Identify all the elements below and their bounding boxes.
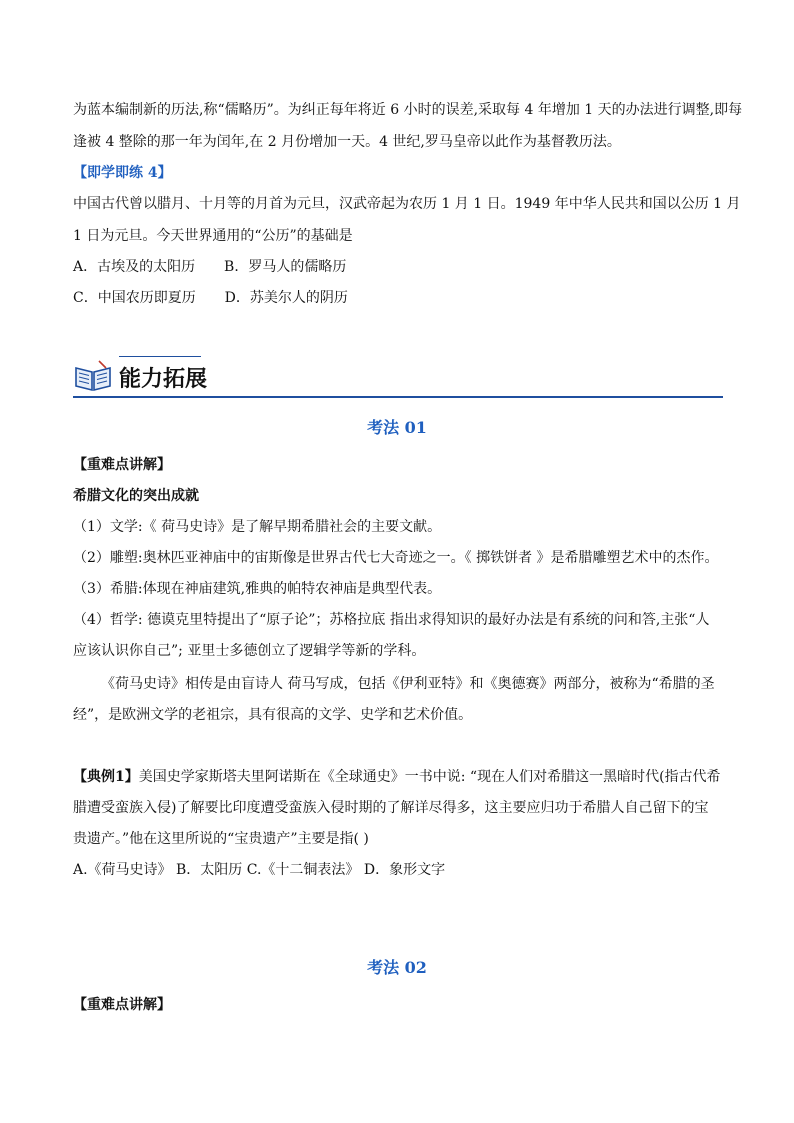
book-icon bbox=[73, 358, 113, 392]
practice-question-line-2: 1 日为元旦。今天世界通用的“公历”的基础是 bbox=[73, 228, 353, 244]
section-header bbox=[73, 352, 723, 398]
intro-line-2: 逢被 4 整除的那一年为闰年,在 2 月份增加一天。4 世纪,罗马皇帝以此作为基督教历法。 bbox=[73, 134, 621, 150]
option-d: D．苏美尔人的阴历 bbox=[224, 290, 348, 306]
achievement-item: （4）哲学: 德谟克里特提出了“原子论”；苏格拉底 指出求得知识的最好办法是有系统的问和答,主张“人 bbox=[73, 612, 710, 628]
section-title: 能力拓展 bbox=[119, 367, 208, 392]
practice-heading: 【即学即练 4】 bbox=[73, 165, 172, 181]
epic-paragraph-line-1: 《荷马史诗》相传是由盲诗人 荷马写成，包括《伊利亚特》和《奥德赛》两部分，被称为“希腊的圣 bbox=[101, 676, 715, 692]
example-1-options: A.《荷马史诗》 B．太阳历 C.《十二铜表法》 D．象形文字 bbox=[73, 862, 446, 878]
achievement-item: （1）文学:《 荷马史诗》是了解早期希腊社会的主要文献。 bbox=[73, 519, 442, 535]
section-top-line bbox=[119, 356, 201, 357]
epic-paragraph-line-2: 经”，是欧洲文学的老祖宗，具有很高的文学、史学和艺术价值。 bbox=[73, 707, 473, 723]
option-a: A．古埃及的太阳历 bbox=[73, 259, 196, 275]
practice-question-line-1: 中国古代曾以腊月、十月等的月首为元旦，汉武帝起为农历 1 月 1 日。1949 年中华人民共和国以公历 1 月 bbox=[73, 196, 741, 212]
example-1-label: 【典例1】 bbox=[73, 769, 139, 785]
achievement-item: （2）雕塑:奥林匹亚神庙中的宙斯像是世界古代七大奇迹之一。《 掷铁饼者 》是希腊雕塑艺术中的杰作。 bbox=[73, 550, 719, 566]
option-b: B．罗马人的儒略历 bbox=[224, 259, 347, 275]
example-1-line-2: 腊遭受蛮族入侵)了解要比印度遭受蛮族入侵时期的了解详尽得多，这主要应归功于希腊人自己留下的宝 bbox=[73, 800, 709, 816]
option-c: C．中国农历即夏历 bbox=[73, 290, 196, 306]
example-1-text: 美国史学家斯塔夫里阿诺斯在《全球通史》一书中说: “现在人们对希腊这一黑暗时代(指古代希 bbox=[138, 769, 721, 785]
intro-line-1: 为蓝本编制新的历法,称“儒略历”。为纠正每年将近 6 小时的误差,采取每 4 年增加 1 天的办法进行调整,即每 bbox=[73, 102, 743, 118]
example-1-line-1 bbox=[73, 767, 721, 787]
kaofa-01-subtitle: 希腊文化的突出成就 bbox=[73, 488, 199, 504]
kaofa-01-heading: 【重难点讲解】 bbox=[73, 457, 171, 473]
kaofa-01-title: 考法 01 bbox=[367, 418, 427, 437]
kaofa-02-title: 考法 02 bbox=[367, 958, 427, 977]
achievement-item: （3）希腊:体现在神庙建筑,雅典的帕特农神庙是典型代表。 bbox=[73, 581, 442, 597]
kaofa-02-heading: 【重难点讲解】 bbox=[73, 997, 171, 1013]
practice-options-row-2 bbox=[73, 288, 348, 308]
practice-options-row-1 bbox=[73, 257, 346, 277]
example-1-line-3: 贵遗产。”他在这里所说的“宝贵遗产”主要是指( ) bbox=[73, 831, 369, 847]
achievement-item: 应该认识你自己”; 亚里士多德创立了逻辑学等新的学科。 bbox=[73, 643, 426, 659]
section-divider bbox=[73, 396, 723, 398]
